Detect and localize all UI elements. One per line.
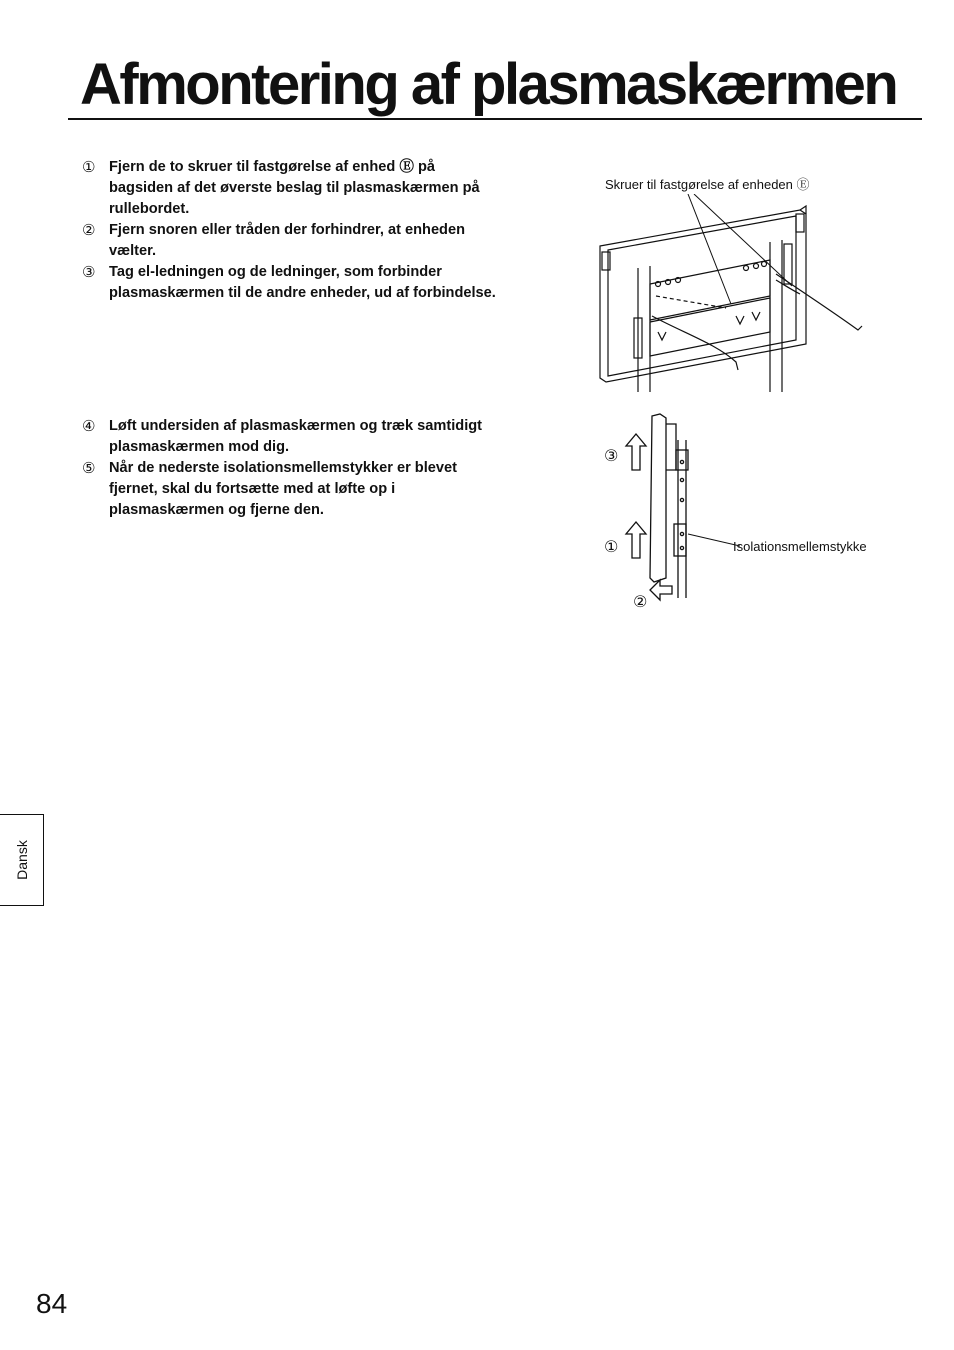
instruction-step-3 (82, 262, 502, 304)
step-text: Fjern snoren eller tråden der forhindrer, at enheden vælter. (109, 222, 466, 259)
arrow-label-3: ③ (604, 448, 619, 465)
figure2-label: Isolationsmellemstykke (733, 539, 867, 554)
instruction-step-1 (82, 157, 502, 220)
step-text: Tag el-ledningen og de ledninger, som forbinder plasmaskærmen til de andre enheder, ud af forbindelse. (109, 264, 496, 301)
arrow-label-2: ② (633, 594, 648, 611)
step-text: Fjern de to skruer til fastgørelse af enhed Ⓔ på bagsiden af det øverste beslag til plasmaskærmen på rullebordet. (109, 159, 480, 217)
step-number: ③ (82, 264, 96, 281)
figure1-label: Skruer til fastgørelse af enheden Ⓔ (605, 177, 810, 192)
figure2-side-view-illustration (620, 410, 740, 602)
page-number: 84 (36, 1288, 68, 1319)
title-divider (68, 118, 922, 120)
instruction-list-1 (82, 157, 502, 304)
instruction-step-5 (82, 458, 502, 521)
step-text: Løft undersiden af plasmaskærmen og træk samtidigt plasmaskærmen mod dig. (109, 418, 483, 455)
step-number: ④ (82, 418, 96, 435)
arrow-label-1: ① (604, 539, 619, 556)
up-arrow-icon (626, 434, 646, 470)
step-number: ① (82, 159, 96, 176)
language-tab-label: Dansk (13, 840, 30, 880)
step-text: Når de nederste isolationsmellemstykker er blevet fjernet, skal du fortsætte med at løfte op i plasmaskærmen og fjerne den. (109, 460, 457, 518)
up-arrow-icon (626, 522, 646, 558)
page-title: Afmontering af plasmaskærmen (80, 52, 897, 117)
left-arrow-icon (650, 580, 672, 600)
figure1-display-rear-illustration (596, 194, 876, 394)
step-number: ② (82, 222, 96, 239)
instruction-step-2 (82, 220, 502, 262)
instruction-step-4 (82, 416, 502, 458)
step-number: ⑤ (82, 460, 96, 477)
instruction-list-2 (82, 416, 502, 521)
language-tab (0, 814, 44, 906)
